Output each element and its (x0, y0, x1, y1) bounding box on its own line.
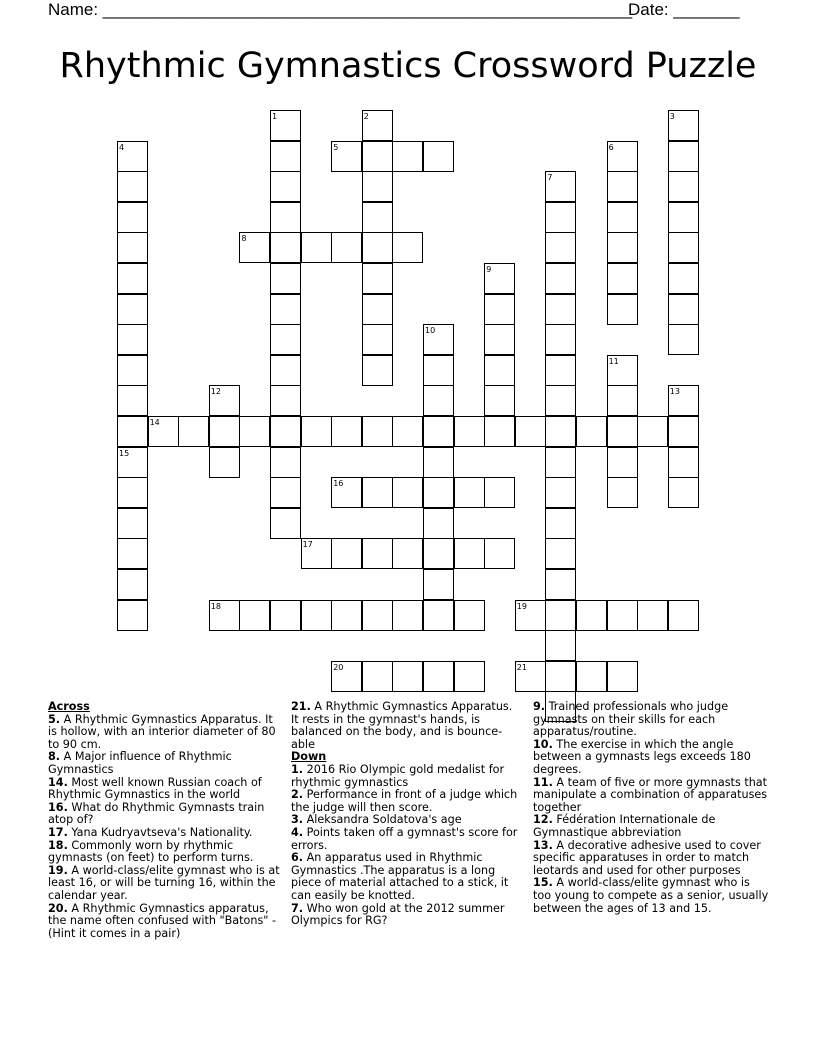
grid-cell[interactable] (362, 600, 393, 631)
grid-cell[interactable] (545, 202, 576, 233)
grid-cell[interactable] (484, 477, 515, 508)
clue-down-10: 10. The exercise in which the angle between a gymnasts legs exceeds 180 degrees. (533, 737, 751, 776)
grid-cell[interactable] (423, 324, 454, 355)
clues-column-3 (533, 701, 769, 915)
clue-number: 12 (210, 387, 221, 397)
clue-number: 8 (241, 234, 247, 244)
grid-cell[interactable] (423, 569, 454, 600)
grid-cell[interactable] (392, 141, 423, 172)
grid-cell[interactable] (362, 110, 393, 141)
clue-number: 21 (516, 662, 527, 672)
grid-cell[interactable] (454, 600, 485, 631)
grid-cell[interactable] (484, 294, 515, 325)
grid-cell[interactable] (392, 416, 423, 447)
grid-cell[interactable] (637, 600, 668, 631)
grid-cell[interactable] (392, 661, 423, 692)
grid-cell[interactable] (545, 538, 576, 569)
grid-cell[interactable] (331, 538, 362, 569)
grid-cell[interactable] (331, 661, 362, 692)
grid-cell[interactable] (515, 600, 546, 631)
grid-cell[interactable] (117, 141, 148, 172)
grid-cell[interactable] (270, 294, 301, 325)
grid-cell[interactable] (117, 294, 148, 325)
clue-number: 11 (608, 356, 619, 366)
grid-cell[interactable] (607, 202, 638, 233)
grid-cell[interactable] (209, 600, 240, 631)
grid-cell[interactable] (607, 600, 638, 631)
grid-cell[interactable] (270, 202, 301, 233)
grid-cell[interactable] (668, 416, 699, 447)
clue-across-19: 19. A world-class/elite gymnast who is at least 16, or will be turning 16, within the calendar year. (48, 863, 280, 902)
grid-cell[interactable] (117, 232, 148, 263)
grid-cell[interactable] (270, 263, 301, 294)
grid-cell[interactable] (515, 661, 546, 692)
clue-number: 1 (272, 112, 278, 121)
clue-down-6: 6. An apparatus used in Rhythmic Gymnastics .The apparatus is a long piece of material attached to a stick, it can easily be knotted. (291, 851, 509, 902)
grid-cell[interactable] (239, 600, 270, 631)
clue-down-3: 3. Aleksandra Soldatova's age (291, 813, 462, 827)
grid-cell[interactable] (607, 263, 638, 294)
grid-cell[interactable] (270, 416, 301, 447)
clue-number: 10 (425, 326, 436, 336)
clue-down-2: 2. Performance in front of a judge which the judge will then score. (291, 788, 518, 814)
page-title: Rhythmic Gymnastics Crossword Puzzle (59, 46, 757, 86)
grid-cell[interactable] (454, 538, 485, 569)
grid-cell[interactable] (454, 477, 485, 508)
grid-cell[interactable] (117, 263, 148, 294)
grid-cell[interactable] (362, 141, 393, 172)
grid-cell[interactable] (362, 416, 393, 447)
clue-number: 18 (210, 601, 221, 611)
grid-cell[interactable] (607, 447, 638, 478)
clue-number: 3 (669, 112, 675, 121)
clue-across-20: 20. A Rhythmic Gymnastics apparatus, the name often confused with "Batons" - (Hint it comes in a pair) (48, 901, 277, 940)
grid-cell[interactable] (270, 447, 301, 478)
grid-cell[interactable] (423, 661, 454, 692)
clues-column-1 (48, 701, 280, 940)
grid-cell[interactable] (392, 538, 423, 569)
grid-cell[interactable] (607, 171, 638, 202)
grid-cell[interactable] (392, 477, 423, 508)
grid-cell[interactable] (484, 538, 515, 569)
grid-cell[interactable] (668, 600, 699, 631)
grid-cell[interactable] (362, 661, 393, 692)
clue-down-13: 13. A decorative adhesive used to cover specific apparatuses in order to match leotards and used for other purposes (533, 838, 761, 877)
grid-cell[interactable] (545, 477, 576, 508)
clue-number: 17 (302, 540, 313, 550)
grid-cell[interactable] (668, 141, 699, 172)
grid-cell[interactable] (668, 171, 699, 202)
grid-cell[interactable] (515, 416, 546, 447)
grid-cell[interactable] (270, 477, 301, 508)
grid-cell[interactable] (331, 600, 362, 631)
grid-cell[interactable] (423, 416, 454, 447)
grid-cell[interactable] (239, 232, 270, 263)
grid-cell[interactable] (668, 294, 699, 325)
grid-cell[interactable] (668, 232, 699, 263)
grid-cell[interactable] (423, 385, 454, 416)
grid-cell[interactable] (117, 171, 148, 202)
grid-cell[interactable] (270, 232, 301, 263)
grid-cell[interactable] (362, 355, 393, 386)
clue-number: 16 (333, 479, 344, 489)
grid-cell[interactable] (331, 232, 362, 263)
clue-across-8: 8. A Major influence of Rhythmic Gymnastics (48, 750, 232, 776)
grid-cell[interactable] (117, 508, 148, 539)
grid-cell[interactable] (117, 416, 148, 447)
grid-cell[interactable] (209, 385, 240, 416)
clue-number: 14 (149, 418, 160, 427)
grid-cell[interactable] (117, 477, 148, 508)
clue-across-17: 17. Yana Kudryavtseva's Nationality. (48, 825, 253, 839)
grid-cell[interactable] (270, 324, 301, 355)
grid-cell[interactable] (576, 416, 607, 447)
grid-cell[interactable] (270, 171, 301, 202)
clue-across-18: 18. Commonly worn by rhythmic gymnasts (on feet) to perform turns. (48, 838, 254, 865)
grid-cell[interactable] (362, 263, 393, 294)
grid-cell[interactable] (117, 355, 148, 386)
grid-cell[interactable] (392, 600, 423, 631)
clues-column-2 (291, 701, 519, 928)
grid-cell[interactable] (545, 508, 576, 539)
clue-down-12: 12. Fédération Internationale de Gymnastique abbreviation (533, 813, 716, 839)
grid-cell[interactable] (117, 202, 148, 233)
grid-cell[interactable] (117, 538, 148, 569)
across-heading: Across (48, 700, 90, 713)
grid-cell[interactable] (270, 355, 301, 386)
grid-cell[interactable] (668, 324, 699, 355)
grid-cell[interactable] (423, 355, 454, 386)
clue-number: 9 (486, 265, 492, 274)
clue-number: 19 (516, 601, 527, 611)
grid-cell[interactable] (423, 477, 454, 508)
grid-cell[interactable] (545, 263, 576, 294)
grid-cell[interactable] (484, 324, 515, 355)
grid-cell[interactable] (209, 416, 240, 447)
grid-cell[interactable] (545, 294, 576, 325)
grid-cell[interactable] (270, 141, 301, 172)
grid-cell[interactable] (545, 447, 576, 478)
grid-cell[interactable] (423, 538, 454, 569)
clue-down-4: 4. Points taken off a gymnast's score for errors. (291, 825, 518, 852)
clue-number: 7 (547, 173, 553, 183)
grid-cell[interactable] (607, 477, 638, 508)
grid-cell[interactable] (423, 508, 454, 539)
clue-number: 20 (333, 662, 344, 672)
grid-cell[interactable] (484, 385, 515, 416)
grid-cell[interactable] (668, 110, 699, 141)
grid-cell[interactable] (454, 661, 485, 692)
grid-cell[interactable] (148, 416, 179, 447)
clue-number: 15 (119, 448, 130, 458)
grid-cell[interactable] (607, 141, 638, 172)
clue-number: 6 (608, 142, 614, 152)
grid-cell[interactable] (545, 324, 576, 355)
grid-cell[interactable] (117, 569, 148, 600)
grid-cell[interactable] (270, 600, 301, 631)
grid-cell[interactable] (117, 385, 148, 416)
grid-cell[interactable] (576, 661, 607, 692)
grid-cell[interactable] (423, 447, 454, 478)
grid-cell[interactable] (545, 232, 576, 263)
grid-cell[interactable] (362, 294, 393, 325)
grid-cell[interactable] (484, 355, 515, 386)
date-line: Date: _______ (628, 0, 740, 19)
grid-cell[interactable] (362, 477, 393, 508)
grid-cell[interactable] (545, 385, 576, 416)
grid-cell[interactable] (178, 416, 209, 447)
grid-cell[interactable] (668, 477, 699, 508)
grid-cell[interactable] (270, 508, 301, 539)
grid-cell[interactable] (270, 110, 301, 141)
grid-cell[interactable] (239, 416, 270, 447)
grid-cell[interactable] (607, 294, 638, 325)
grid-cell[interactable] (423, 141, 454, 172)
clue-across-21: 21. A Rhythmic Gymnastics Apparatus. It rests in the gymnast's hands, is balanced on the body, and is bounce-able (291, 700, 513, 751)
grid-cell[interactable] (607, 661, 638, 692)
grid-cell[interactable] (637, 416, 668, 447)
clue-across-16: 16. What do Rhythmic Gymnasts train atop of? (48, 800, 265, 827)
grid-cell[interactable] (362, 171, 393, 202)
clue-across-5: 5. A Rhythmic Gymnastics Apparatus. It is hollow, with an interior diameter of 80 to 90 cm. (48, 712, 276, 751)
grid-cell[interactable] (209, 447, 240, 478)
grid-cell[interactable] (545, 416, 576, 447)
grid-cell[interactable] (301, 600, 332, 631)
name-line: Name: ________________________________________________________ (48, 0, 633, 19)
grid-cell[interactable] (545, 355, 576, 386)
grid-cell[interactable] (545, 171, 576, 202)
grid-cell[interactable] (607, 416, 638, 447)
clue-down-1: 1. 2016 Rio Olympic gold medalist for rhythmic gymnastics (291, 762, 505, 789)
grid-cell[interactable] (668, 447, 699, 478)
grid-cell[interactable] (454, 416, 485, 447)
grid-cell[interactable] (545, 569, 576, 600)
grid-cell[interactable] (117, 600, 148, 631)
grid-cell[interactable] (331, 477, 362, 508)
grid-cell[interactable] (331, 416, 362, 447)
clue-number: 4 (119, 142, 125, 152)
clue-across-14: 14. Most well known Russian coach of Rhythmic Gymnastics in the world (48, 775, 262, 802)
grid-cell[interactable] (668, 385, 699, 416)
clue-number: 2 (363, 112, 369, 121)
grid-cell[interactable] (576, 600, 607, 631)
grid-cell[interactable] (668, 202, 699, 233)
grid-cell[interactable] (362, 202, 393, 233)
grid-cell[interactable] (668, 263, 699, 294)
grid-cell[interactable] (607, 232, 638, 263)
clue-number: 13 (669, 387, 680, 397)
grid-cell[interactable] (362, 538, 393, 569)
grid-cell[interactable] (270, 385, 301, 416)
grid-cell[interactable] (392, 232, 423, 263)
grid-cell[interactable] (301, 232, 332, 263)
grid-cell[interactable] (423, 600, 454, 631)
grid-cell[interactable] (545, 630, 576, 661)
grid-cell[interactable] (545, 600, 576, 631)
clue-down-15: 15. A world-class/elite gymnast who is too young to compete as a senior, usually between the ages of 13 and 15. (533, 876, 769, 915)
down-heading: Down (291, 750, 327, 764)
clue-down-9: 9. Trained professionals who judge gymnasts on their skills for each apparatus/routine. (533, 700, 729, 739)
clue-down-11: 11. A team of five or more gymnasts that manipulate a combination of apparatuses together (533, 775, 768, 814)
grid-cell[interactable] (607, 355, 638, 386)
grid-cell[interactable] (117, 324, 148, 355)
grid-cell[interactable] (545, 661, 576, 692)
grid-cell[interactable] (607, 385, 638, 416)
clue-down-7: 7. Who won gold at the 2012 summer Olympics for RG? (291, 901, 505, 928)
grid-cell[interactable] (484, 416, 515, 447)
grid-cell[interactable] (484, 263, 515, 294)
grid-cell[interactable] (362, 232, 393, 263)
grid-cell[interactable] (117, 447, 148, 478)
grid-cell[interactable] (301, 538, 332, 569)
grid-cell[interactable] (301, 416, 332, 447)
grid-cell[interactable] (362, 324, 393, 355)
clue-number: 5 (333, 142, 339, 152)
grid-cell[interactable] (331, 141, 362, 172)
